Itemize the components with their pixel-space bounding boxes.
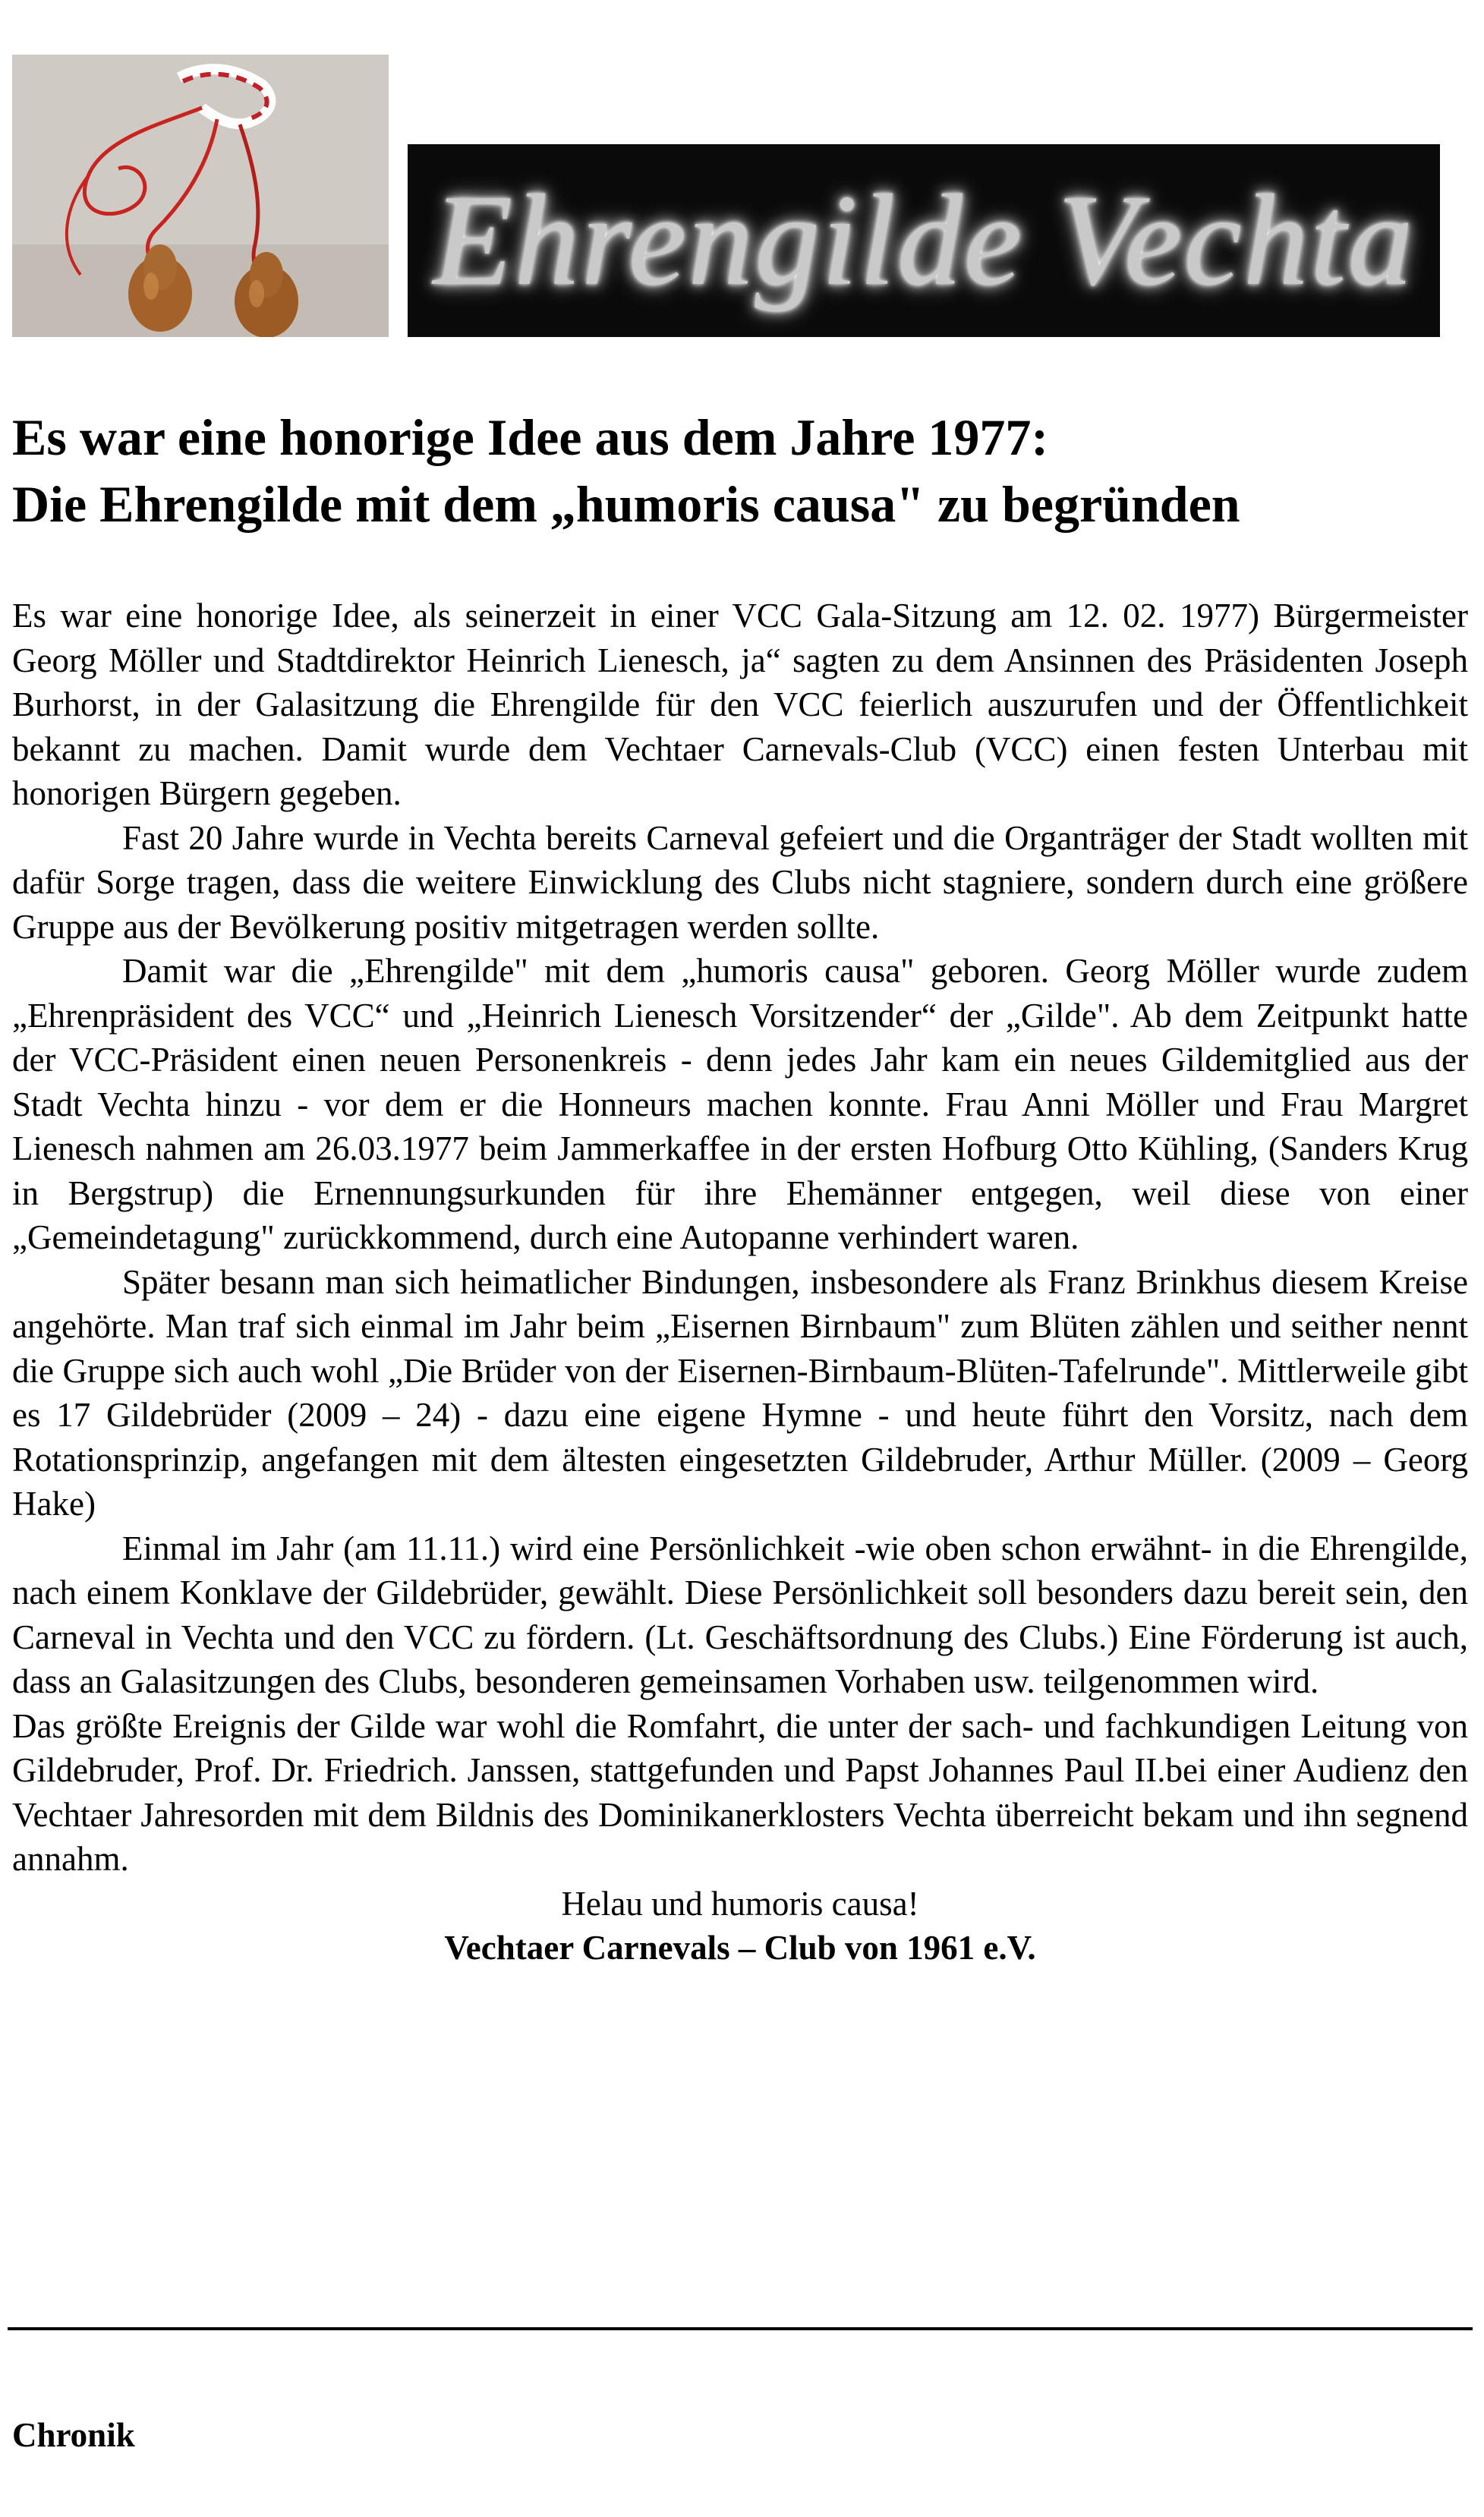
paragraph-3: Damit war die „Ehrengilde" mit dem „humoris causa" geboren. Georg Möller wurde zudem „Ehrenpräsident des VCC“ und „Heinrich Lienesch Vorsitzender“ der „Gilde". Ab dem Zeitpunkt hatte der VCC-Präsident einen neuen Personenkreis - denn jedes Jahr kam ein neues Gildemitglied aus der Stadt Vechta hinzu - vor dem er die Honneurs machen konnte. Frau Anni Möller und Frau Margret Lienesch nahmen am 26.03.1977 beim Jammerkaffee in der ersten Hofburg Otto Kühling, (Sanders Krug in Bergstrup) die Ernennungsurkunden für ihre Ehemänner entgegen, weil diese von einer „Gemeindetagung" zurückkommend, durch eine Autopanne verhindert waren. (12, 952, 1468, 1256)
header-banner (408, 144, 1440, 337)
paragraph-5: Einmal im Jahr (am 11.11.) wird eine Persönlichkeit -wie oben schon erwähnt- in die Ehrengilde, nach einem Konklave der Gildebrüder, gewählt. Diese Persönlichkeit soll besonders dazu bereit sein, den Carneval in Vechta und den VCC zu fördern. (Lt. Geschäftsordnung des Clubs.) Eine Förderung ist auch, dass an Galasitzungen des Clubs, besonderen gemeinsamen Vorhaben usw. teilgenommen wird. (12, 1529, 1468, 1700)
footer-divider (8, 2327, 1473, 2330)
paragraph-2: Fast 20 Jahre wurde in Vechta bereits Carneval gefeiert und die Organträger der Stadt wollten mit dafür Sorge tragen, dass die weitere Einwicklung des Clubs nicht stagniere, sondern durch eine größere Gruppe aus der Bevölkerung positiv mitgetragen werden sollte. (12, 818, 1468, 946)
footer-label: Chronik (12, 2416, 135, 2454)
paragraph-6: Das größte Ereignis der Gilde war wohl die Romfahrt, die unter der sach- und fachkundigen Leitung von Gildebruder, Prof. Dr. Friedrich. Janssen, stattgefunden und Papst Johannes Paul II.bei einer Audienz den Vechtaer Jahresorden mit dem Bildnis des Dominikanerklosters Vechta überreicht bekam und ihn segnend annahm. (12, 1706, 1468, 1878)
closing-line: Helau und humoris causa! (561, 1884, 919, 1923)
headline-line-2: Die Ehrengilde mit dem „humoris causa" zu begründen (12, 475, 1240, 533)
paragraph-4: Später besann man sich heimatlicher Bindungen, insbesondere als Franz Brinkhus diesem Kreise angehörte. Man traf sich einmal im Jahr beim „Eisernen Birnbaum" zum Blüten zählen und seither nennt die Gruppe sich auch wohl „Die Brüder von der Eisernen-Birnbaum-Blüten-Tafelrunde". Mittlerweile gibt es 17 Gildebrüder (2009 – 24) - dazu eine eigene Hymne - und heute führt den Vorsitz, nach dem Rotationsprinzip, angefangen mit dem ältesten eingesetzten Gildebruder, Arthur Müller. (2009 – Georg Hake) (12, 1262, 1468, 1523)
headline-line-1: Es war eine honorige Idee aus dem Jahre 1977: (12, 408, 1049, 466)
banner-title: Ehrengilde Vechta (433, 168, 1415, 313)
header-photo (12, 55, 389, 337)
paragraph-1: Es war eine honorige Idee, als seinerzeit in einer VCC Gala-Sitzung am 12. 02. 1977) Bürgermeister Georg Möller und Stadtdirektor Heinrich Lienesch, ja“ sagten zu dem Ansinnen des Präsidenten Joseph Burhorst, in der Galasitzung die Ehrengilde für den VCC feierlich auszurufen und der Öffentlichkeit bekannt zu machen. Damit wurde dem Vechtaer Carnevals-Club (VCC) einen festen Unterbau mit honorigen Bürgern gegeben. (12, 597, 1468, 812)
pear-pendants-image (12, 55, 389, 337)
page-title (12, 404, 1454, 537)
article-body (12, 594, 1468, 1970)
signature-line: Vechtaer Carnevals – Club von 1961 e.V. (444, 1929, 1036, 1967)
